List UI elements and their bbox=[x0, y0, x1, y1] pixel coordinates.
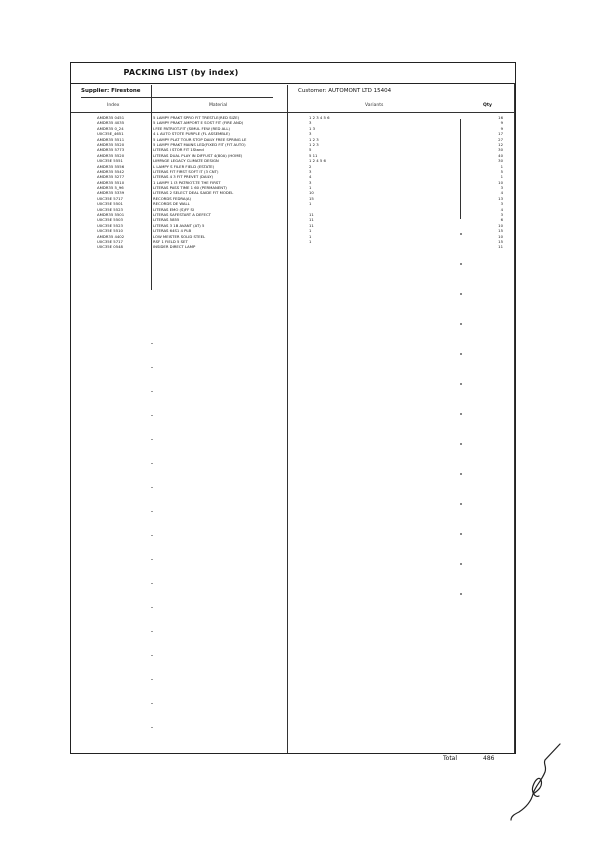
header-divider bbox=[71, 112, 515, 113]
cell-qty: 1 bbox=[500, 163, 503, 169]
cell-material: LITERAS 5855 bbox=[153, 217, 180, 223]
cell-index: AMDR35 0_24 bbox=[97, 125, 124, 131]
cell-material: LIMPAGE LEGACY CLIMATE DESIGN bbox=[153, 158, 219, 164]
index-column-dots bbox=[151, 343, 153, 743]
cell-qty: 12 bbox=[498, 141, 503, 147]
cell-material: 5 LAMPY PRAKT SPRO FIT TRESTLE(RED SIZE) bbox=[153, 115, 240, 120]
cell-variants: 3 bbox=[309, 131, 312, 137]
total-value: 486 bbox=[483, 755, 495, 762]
cell-material: LITERAS FIT FIRST SOFT IT (3 CNT) bbox=[153, 168, 219, 174]
cell-qty: 4 bbox=[500, 206, 503, 212]
cell-index: U0C35E 0548 bbox=[97, 244, 123, 250]
cell-index: AMDR35 5_96 bbox=[97, 185, 124, 191]
cell-variants: 11 bbox=[309, 217, 314, 223]
cell-qty: 9 bbox=[500, 120, 503, 126]
cell-index: AMDR35 0451 bbox=[97, 115, 125, 120]
cell-qty: 30 bbox=[498, 158, 503, 164]
column-header-index: Index bbox=[107, 103, 120, 108]
cell-qty: 15 bbox=[498, 238, 503, 244]
cell-material: 1 LAMPY 1 I3 PATRIOT-TE THE FIRST bbox=[153, 179, 221, 185]
cell-qty: 1 bbox=[500, 174, 503, 180]
cell-index: AMDR35 5511 bbox=[97, 136, 125, 142]
cell-qty: 15 bbox=[498, 228, 503, 234]
cell-index: U0C35E 5717 bbox=[97, 238, 123, 244]
cell-qty: 9 bbox=[500, 125, 503, 131]
cell-material: 5 LAMPY PRAKT MAINS LED(FIXED FIT (FIT AUTO) bbox=[153, 141, 246, 147]
cell-material: 5 LAMPY PRAKT AMPORT E SOST FIT (FIRE AND) bbox=[153, 120, 244, 126]
cell-index: AMDR35 5773 bbox=[97, 147, 125, 153]
cell-variants: 1 2 3 bbox=[309, 141, 319, 147]
cell-variants: 1 bbox=[309, 201, 312, 207]
cell-material: L LAMPY S FILER FIELD (ESTATE) bbox=[153, 163, 215, 169]
cell-index: AMDR35 5501 bbox=[97, 212, 125, 218]
cell-qty: 10 bbox=[498, 179, 503, 185]
cell-index: AMDR35 5339 bbox=[97, 190, 125, 196]
cell-variants: 3 bbox=[309, 168, 312, 174]
cell-material: LITERAS 4 3 FIT PREVET (DAILY) bbox=[153, 174, 214, 180]
cell-index: U0C35E 5551 bbox=[97, 158, 123, 164]
cell-material: LITERAS 2 SELECT DEAL SAIDE FIT MODEL bbox=[153, 190, 234, 196]
column-header-qty: Qty bbox=[483, 103, 492, 108]
title-bar bbox=[71, 63, 515, 84]
supplier-label: Supplier: Firestone bbox=[81, 88, 141, 94]
cell-qty: 4 bbox=[500, 190, 503, 196]
cell-index: AMDR35 5556 bbox=[97, 163, 125, 169]
cell-variants: 10 bbox=[309, 190, 314, 196]
cell-index: AMDR35 4035 bbox=[97, 120, 125, 126]
cell-variants: 1 2 3 4 5 6 bbox=[309, 115, 330, 120]
column-header-material: Material bbox=[209, 103, 228, 108]
cell-variants: 1 bbox=[309, 228, 312, 234]
column-header-variants: Variants bbox=[365, 103, 384, 108]
cell-material: I.FEE PATRIOT-FIT (SIMUL FEW (RED ALL) bbox=[153, 125, 230, 131]
page-title: PACKING LIST (by index) bbox=[123, 68, 239, 77]
cell-material: LITERAS PASS TIME 1 60 (PERMANENT) bbox=[153, 185, 227, 191]
customer-label: Customer: AUTOMONT LTD 15404 bbox=[298, 88, 392, 94]
total-label: Total bbox=[443, 755, 458, 762]
cell-variants: 11 bbox=[309, 222, 314, 228]
cell-qty: 40 bbox=[498, 152, 503, 158]
cell-material: INSIDER DIRECT LAMP bbox=[153, 244, 196, 250]
cell-variants: 5 11 bbox=[309, 152, 318, 158]
cell-material: LITERAS EMO (S)FF SI bbox=[153, 206, 194, 212]
cell-variants: 3 bbox=[309, 120, 312, 126]
cell-material: LOW MEISTER SOLID STEEL bbox=[153, 233, 206, 239]
cell-index: AMDR35 5542 bbox=[97, 168, 125, 174]
cell-index: U0C35E 5501 bbox=[97, 201, 123, 207]
cell-variants: 1 2 3 bbox=[309, 136, 319, 142]
cell-qty: 30 bbox=[498, 147, 503, 153]
cell-qty: 27 bbox=[498, 136, 503, 142]
cell-material: LITERAS 64S1 4 PLB bbox=[153, 228, 192, 234]
cell-material: RECORDS FEDRA(A) bbox=[153, 195, 192, 201]
packing-list-frame bbox=[70, 62, 516, 754]
variants-column-dots bbox=[460, 233, 462, 613]
cell-variants: 2 bbox=[309, 163, 312, 169]
cell-qty: 10 bbox=[498, 233, 503, 239]
cell-index: U0C35E 5523 bbox=[97, 206, 123, 212]
cell-qty: 13 bbox=[498, 195, 503, 201]
cell-material: 5 LAMPY PLAT TOUR STOP DAILY FREE SPRING LE bbox=[153, 136, 247, 142]
cell-variants: 1 2 4 5 6 bbox=[309, 158, 326, 164]
cell-qty: 3 bbox=[500, 185, 503, 191]
cell-variants: 1 bbox=[309, 185, 312, 191]
cell-index: AMDR35 5520 bbox=[97, 152, 125, 158]
cell-index: U0C35E 5523 bbox=[97, 222, 123, 228]
cell-material: RECORDS DE WALL bbox=[153, 201, 190, 207]
cell-index: AMDR35 5520 bbox=[97, 141, 125, 147]
cell-material: LITERAS 3 1B AVANT (AT) 5 bbox=[153, 222, 205, 228]
cell-variants: 1 3 bbox=[309, 125, 316, 131]
handwritten-signature bbox=[505, 742, 565, 826]
cell-material: LITERAS I STOR FIT 1Stand bbox=[153, 147, 204, 153]
cell-index: AMDR35 4402 bbox=[97, 233, 125, 239]
cell-index: AMDR35 5277 bbox=[97, 174, 125, 180]
cell-material: 4 L AUTO STOTE PURPLE (FL ASSEMBLE) bbox=[153, 131, 230, 137]
cell-index: U0C35E 5503 bbox=[97, 217, 123, 223]
cell-variants: 1 bbox=[309, 233, 312, 239]
cell-variants: 4 bbox=[309, 174, 312, 180]
cell-qty: 3 bbox=[500, 201, 503, 207]
cell-qty: 6 bbox=[500, 217, 503, 223]
supplier-divider bbox=[81, 97, 273, 98]
cell-index: U0C35E_4651 bbox=[97, 131, 124, 137]
cell-qty: 17 bbox=[498, 131, 503, 137]
table-row bbox=[71, 244, 515, 249]
cell-index: U0C35E 5510 bbox=[97, 228, 123, 234]
cell-qty: 16 bbox=[498, 115, 503, 120]
cell-index: U0C35E 5717 bbox=[97, 195, 123, 201]
cell-material: RSF 1 FIELD 5 SET bbox=[153, 238, 188, 244]
packing-list-table bbox=[71, 115, 515, 250]
cell-variants: 11 bbox=[309, 212, 314, 218]
cell-variants: 15 bbox=[309, 195, 314, 201]
cell-qty: 10 bbox=[498, 222, 503, 228]
cell-qty: 3 bbox=[500, 212, 503, 218]
cell-material: LITERAS SAFESTART A DEFECT bbox=[153, 212, 211, 218]
cell-variants: 1 bbox=[309, 238, 312, 244]
cell-qty: 11 bbox=[498, 244, 503, 250]
cell-qty: 5 bbox=[500, 168, 503, 174]
cell-variants: 3 bbox=[309, 179, 312, 185]
cell-material: LITERAS DUAL PLAY IN DIFFUST 4(80A) (HOME) bbox=[153, 152, 243, 158]
cell-index: AMDR35 5510 bbox=[97, 179, 125, 185]
cell-variants: 5 bbox=[309, 147, 312, 153]
